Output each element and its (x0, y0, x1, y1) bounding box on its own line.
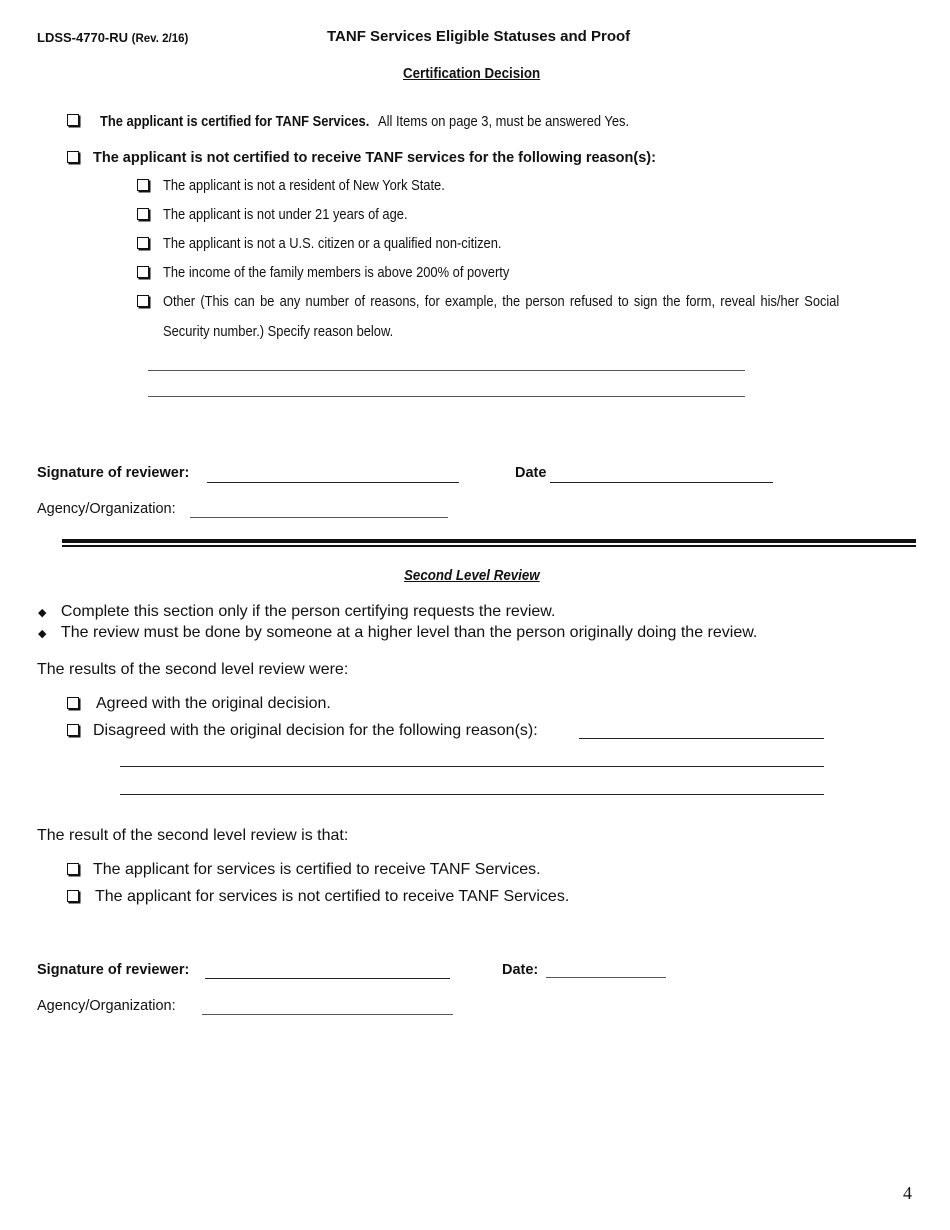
form-title: TANF Services Eligible Statuses and Proof (327, 28, 631, 45)
result-certified-label: The applicant for services is certified to receive TANF Services. (93, 861, 541, 878)
agency-input-line[interactable] (190, 517, 448, 518)
other-reason-line2: Security number.) Specify reason below. (163, 323, 394, 340)
other-checkbox[interactable] (137, 295, 149, 307)
date-label: Date: (502, 962, 539, 978)
bullet-text: Complete this section only if the person certifying requests the review. (60, 603, 556, 620)
other-reason-input-line[interactable] (148, 370, 745, 371)
disagreed-checkbox[interactable] (67, 724, 79, 736)
not-certified-checkbox-row (67, 150, 79, 168)
reason-checkbox-wrap-2 (137, 236, 149, 254)
agreed-label: Agreed with the original decision. (96, 695, 331, 712)
reason-label: The applicant is not under 21 years of age. (163, 206, 408, 223)
reason-checkbox[interactable] (137, 208, 149, 220)
reason-checkbox-wrap-0 (137, 178, 149, 196)
agency-label: Agency/Organization: (37, 998, 176, 1014)
other-reason-line1: Other (This can be any number of reasons, for example, the person refused to sign the form, reveal his/her Social (163, 293, 840, 310)
result-is-label: The result of the second level review is that: (37, 827, 349, 844)
date-input-line[interactable] (546, 977, 666, 978)
disagreed-reason-input-line[interactable] (579, 738, 824, 739)
form-code: LDSS-4770-RU (Rev. 2/16) (37, 30, 189, 45)
reason-label: The applicant is not a resident of New York State. (163, 177, 445, 194)
agency-input-line[interactable] (202, 1014, 453, 1015)
section-divider (62, 545, 916, 547)
reason-checkbox[interactable] (137, 266, 149, 278)
signature-label: Signature of reviewer: (37, 465, 190, 481)
disagreed-label: Disagreed with the original decision for the following reason(s): (93, 722, 538, 739)
bullet-item (38, 603, 555, 621)
section-divider (62, 539, 916, 543)
reason-checkbox-wrap-3 (137, 265, 149, 283)
disagreed-checkbox-wrap (67, 723, 79, 741)
second-review-heading: Second Level Review (404, 568, 540, 584)
certified-label: The applicant is certified for TANF Services. (100, 113, 370, 130)
result-certified-checkbox-wrap (67, 862, 79, 880)
reason-label: The applicant is not a U.S. citizen or a qualified non-citizen. (163, 235, 502, 252)
disagreed-reason-input-line[interactable] (120, 794, 824, 795)
certified-note: All Items on page 3, must be answered Yes. (378, 113, 630, 130)
result-certified-checkbox[interactable] (67, 863, 79, 875)
signature-input-line[interactable] (205, 978, 450, 979)
not-certified-label: The applicant is not certified to receive TANF services for the following reason(s): (93, 150, 656, 166)
reason-checkbox[interactable] (137, 179, 149, 191)
certification-heading: Certification Decision (403, 66, 541, 82)
not-certified-checkbox[interactable] (67, 151, 79, 163)
results-were-label: The results of the second level review were: (37, 661, 349, 678)
other-reason-input-line[interactable] (148, 396, 745, 397)
diamond-bullet-icon: ◆ (38, 628, 47, 640)
date-label: Date (515, 465, 547, 481)
diamond-bullet-icon: ◆ (38, 607, 47, 619)
bullet-text: The review must be done by someone at a higher level than the person originally doing the review. (60, 624, 758, 641)
bullet-item (38, 624, 757, 642)
certified-checkbox-row (67, 113, 79, 131)
agreed-checkbox[interactable] (67, 697, 79, 709)
signature-label: Signature of reviewer: (37, 962, 190, 978)
disagreed-reason-input-line[interactable] (120, 766, 824, 767)
reason-checkbox-wrap-1 (137, 207, 149, 225)
signature-input-line[interactable] (207, 482, 459, 483)
date-input-line[interactable] (550, 482, 773, 483)
reason-label: The income of the family members is above 200% of poverty (163, 264, 510, 281)
reason-checkbox[interactable] (137, 237, 149, 249)
result-not-certified-label: The applicant for services is not certified to receive TANF Services. (95, 888, 570, 905)
result-not-certified-checkbox[interactable] (67, 890, 79, 902)
result-not-certified-checkbox-wrap (67, 889, 79, 907)
other-checkbox-wrap (137, 294, 149, 312)
agreed-checkbox-wrap (67, 696, 79, 714)
certified-checkbox[interactable] (67, 114, 79, 126)
form-revision: (Rev. 2/16) (131, 33, 189, 45)
certified-option (100, 113, 629, 130)
page-number: 4 (903, 1183, 912, 1203)
agency-label: Agency/Organization: (37, 501, 176, 517)
